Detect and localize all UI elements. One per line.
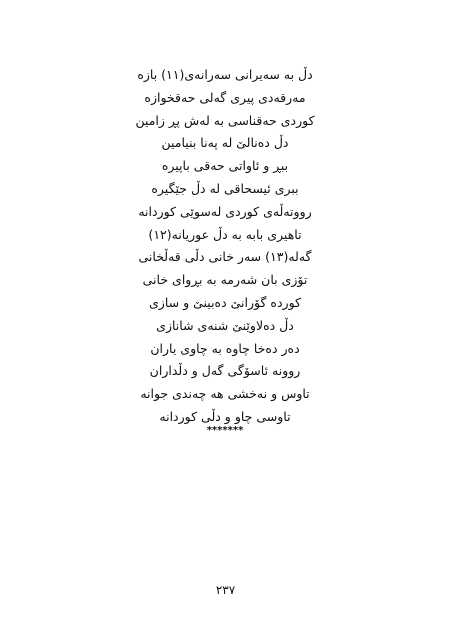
poem-line: رووتەڵەی کوردی لەسوێی کوردانە [138,203,312,219]
poem-line: کوردە گۆرانێ دەبینێ و سازی [149,294,301,310]
poem-line: گەلە(١٣) سەر خانی دڵی قەڵخانی [138,249,312,265]
poem-line: تاوس و نەخشی هە چەندی جوانە [140,386,310,402]
section-separator: ******* [206,424,244,436]
poem-line: کوردی حەقناسی بە لەش پڕ زامین [135,112,315,128]
poem-line: تاوسی چاو و دڵی کوردانە [159,408,291,424]
poem-line: روونە ئاسۆگی گەل و دڵداران [149,363,301,379]
poem-line: دڵ دەلاوێنێ شنەی شانازی [156,317,294,333]
poem-body [95,64,355,436]
poem-line: دەر دەخا چاوە بە چاوی یاران [150,340,300,356]
poem-line: تۆزی بان شەرمە بە بڕوای خانی [142,272,308,288]
poem-line: ببری ئیسحاقی لە دڵ جێگیرە [151,180,299,196]
page-number: ٢٣٧ [215,583,236,597]
poem-line: مەرقەدی پیری گەلی حەقخوازە [144,89,306,105]
poem-line: دڵ دەنالێ لە پەنا بنیامین [161,135,289,151]
poem-line: ببڕ و ئاواتی حەقی باپیرە [161,158,289,174]
poem-line: دڵ بە سەیرانی سەرانەی(١١) بازە [137,67,313,82]
poem-line: تاهیری بابە بە دڵ عوریانە(١٢) [148,226,302,242]
